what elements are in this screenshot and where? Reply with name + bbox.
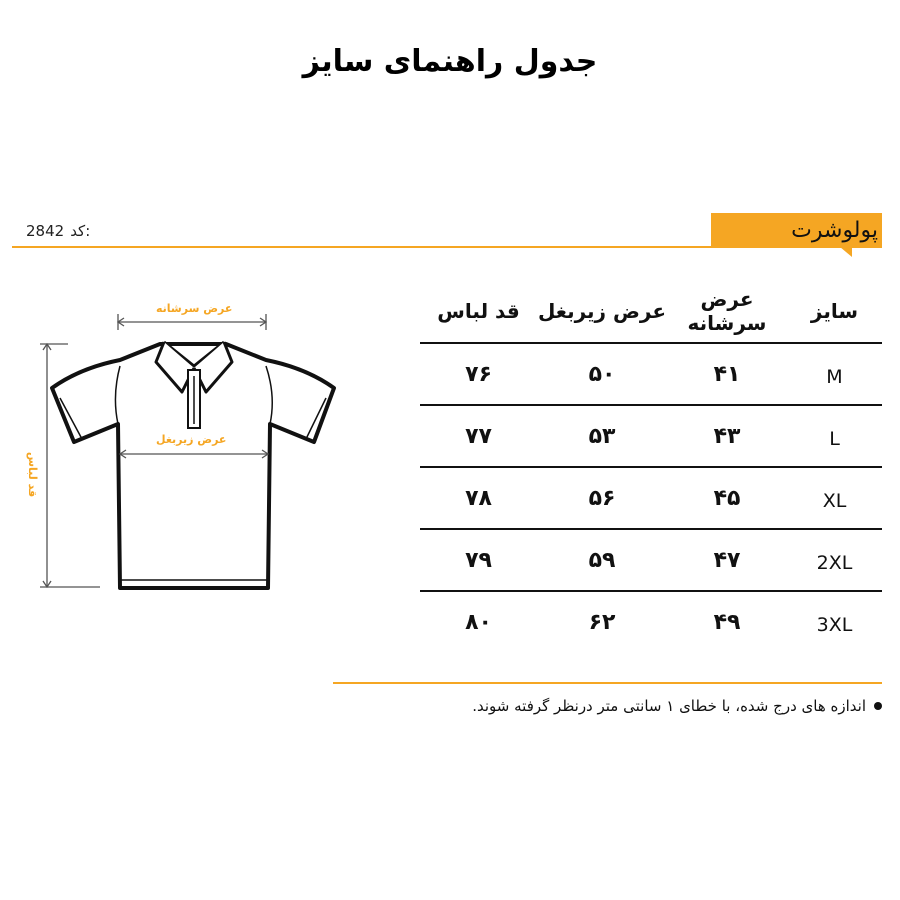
cell-shoulder-width: ۴۷ bbox=[713, 547, 741, 573]
cell-armpit-width: ۶۲ bbox=[588, 609, 616, 635]
note-text: اندازه های درج شده، با خطای ۱ سانتی متر درنظر گرفته شوند. bbox=[472, 697, 866, 715]
footer-divider bbox=[333, 682, 882, 684]
product-tab-notch bbox=[840, 247, 852, 257]
table-row bbox=[420, 468, 882, 530]
shoulder-width-label: عرض سرشانه bbox=[156, 302, 233, 315]
polo-shirt-icon bbox=[20, 296, 350, 601]
cell-length: ۷۹ bbox=[465, 547, 492, 573]
cell-size: M bbox=[826, 366, 843, 388]
measurement-note bbox=[472, 697, 882, 715]
cell-size: L bbox=[829, 428, 840, 450]
table-header bbox=[420, 280, 882, 344]
table-row bbox=[420, 592, 882, 652]
cell-length: ۷۶ bbox=[465, 361, 492, 387]
armpit-width-label: عرض زیربغل bbox=[156, 433, 227, 446]
header-divider bbox=[12, 246, 882, 248]
table-row bbox=[420, 530, 882, 592]
cell-shoulder-width: ۴۱ bbox=[713, 361, 741, 387]
product-code-label: کد: bbox=[70, 222, 91, 240]
product-code-value: 2842 bbox=[26, 222, 65, 240]
cell-armpit-width: ۵۳ bbox=[588, 423, 616, 449]
cell-length: ۷۷ bbox=[465, 423, 492, 449]
product-code bbox=[26, 220, 90, 242]
cell-shoulder-width: ۴۵ bbox=[713, 485, 741, 511]
cell-shoulder-width: ۴۳ bbox=[713, 423, 741, 449]
length-label: قد لباس bbox=[26, 451, 40, 498]
cell-length: ۷۸ bbox=[465, 485, 492, 511]
cell-size: 2XL bbox=[816, 552, 853, 574]
header-size: سایز bbox=[810, 299, 859, 323]
cell-armpit-width: ۵۰ bbox=[588, 361, 616, 387]
product-name: پولوشرت bbox=[791, 218, 878, 243]
cell-size: XL bbox=[822, 490, 847, 512]
table-row bbox=[420, 344, 882, 406]
bullet-icon bbox=[874, 702, 882, 710]
cell-armpit-width: ۵۹ bbox=[588, 547, 616, 573]
header-length: قد لباس bbox=[437, 299, 520, 323]
polo-shirt-diagram bbox=[20, 296, 350, 601]
size-table bbox=[420, 280, 882, 652]
cell-armpit-width: ۵۶ bbox=[588, 485, 616, 511]
cell-length: ۸۰ bbox=[465, 609, 492, 635]
page-title: جدول راهنمای سایز bbox=[302, 44, 598, 79]
header-shoulder-width: عرض سرشانه bbox=[687, 287, 767, 335]
cell-shoulder-width: ۴۹ bbox=[713, 609, 741, 635]
header-armpit-width: عرض زیربغل bbox=[537, 299, 667, 323]
cell-size: 3XL bbox=[816, 614, 853, 636]
table-row bbox=[420, 406, 882, 468]
